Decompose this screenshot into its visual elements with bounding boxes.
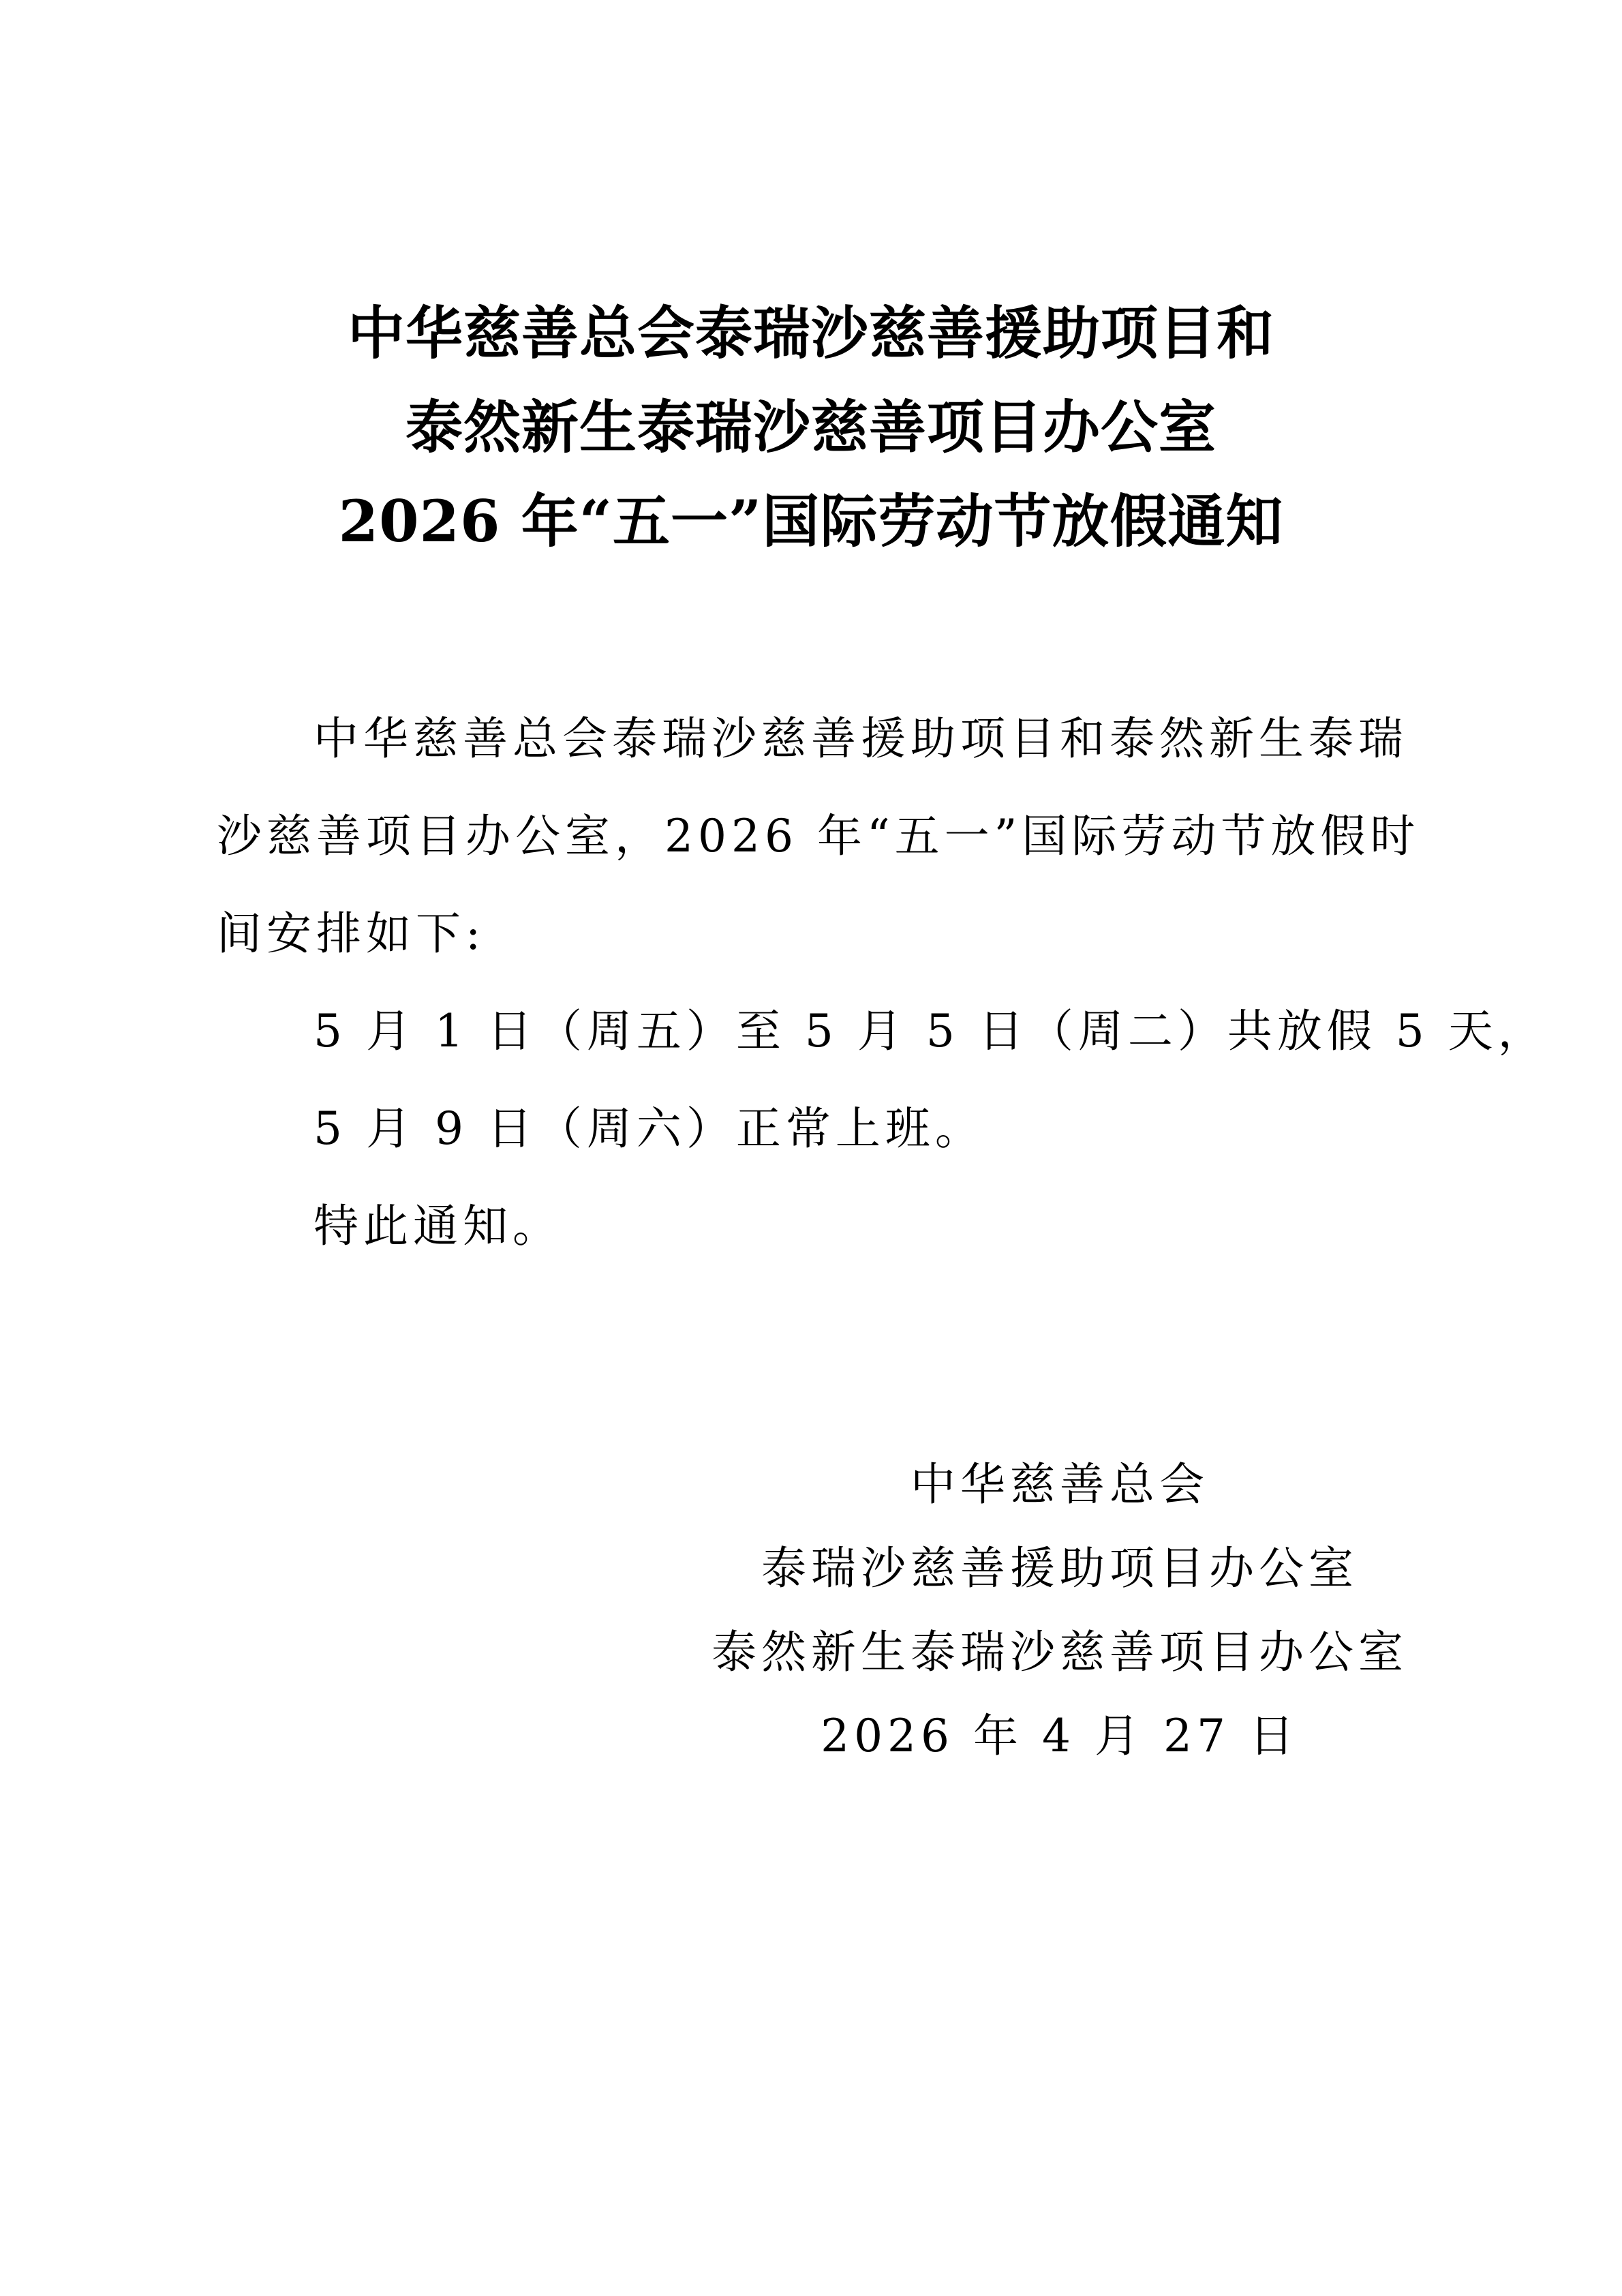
notice-body bbox=[217, 690, 1548, 1275]
signature-org-1: 中华慈善总会 bbox=[911, 1458, 1209, 1511]
holiday-schedule-line: 5 月 1 日（周五）至 5 月 5 日（周二）共放假 5 天， bbox=[313, 1005, 1548, 1057]
work-resume-line: 5 月 9 日（周六）正常上班。 bbox=[313, 1102, 985, 1155]
body-line-1: 中华慈善总会泰瑞沙慈善援助项目和泰然新生泰瑞 bbox=[313, 712, 1408, 765]
body-line-2: 沙慈善项目办公室，2026 年“五一”国际劳动节放假时 bbox=[217, 810, 1420, 862]
title-line-1: 中华慈善总会泰瑞沙慈善援助项目和 bbox=[347, 299, 1274, 367]
signature-date: 2026 年 4 月 27 日 bbox=[821, 1710, 1299, 1762]
signature-org-2: 泰瑞沙慈善援助项目办公室 bbox=[761, 1542, 1358, 1595]
body-line-3: 间安排如下: bbox=[217, 907, 486, 960]
closing-line: 特此通知。 bbox=[313, 1200, 562, 1252]
title-line-3: 2026 年“五一”国际劳动节放假通知 bbox=[338, 487, 1284, 555]
notice-title bbox=[0, 286, 1622, 569]
signature-org-3: 泰然新生泰瑞沙慈善项目办公室 bbox=[711, 1626, 1408, 1678]
signature-block bbox=[709, 1442, 1411, 1778]
title-line-2: 泰然新生泰瑞沙慈善项目办公室 bbox=[405, 393, 1216, 461]
